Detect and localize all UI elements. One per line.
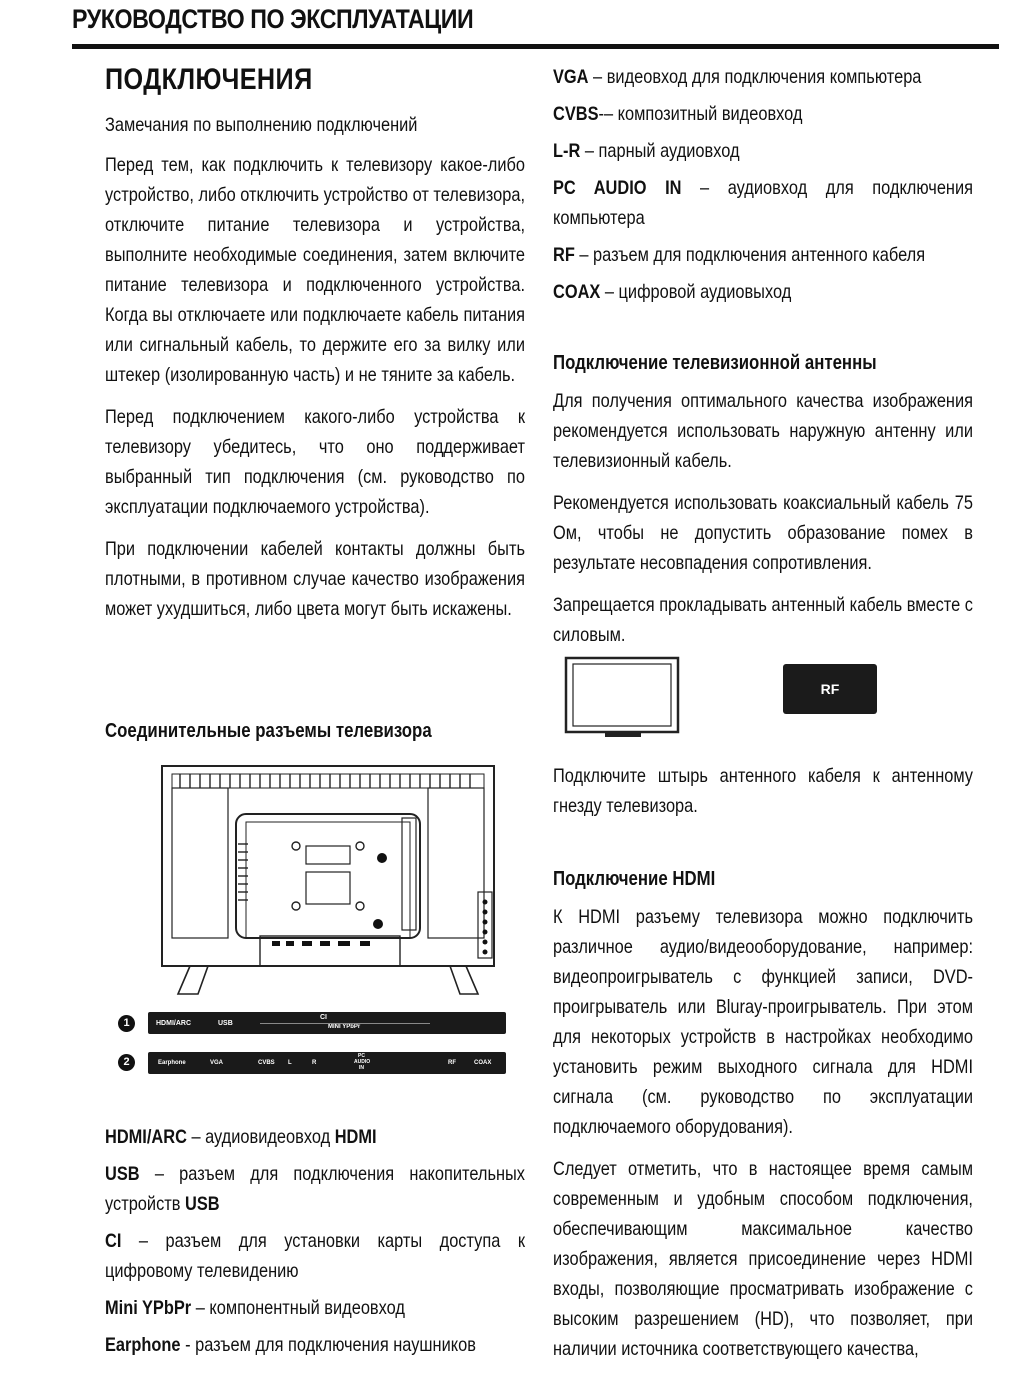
port-label-usb: USB: [218, 1020, 233, 1027]
port-label-ci: CI: [320, 1014, 327, 1021]
definition-text: – аудиовход для подключения компьютера: [553, 177, 973, 229]
definition-term: PC AUDIO IN: [553, 177, 682, 199]
hdmi-section: [553, 866, 973, 1376]
rf-connector-icon: RF: [783, 664, 877, 714]
right-column: [553, 62, 973, 314]
antenna-paragraph-3: Запрещается прокладывать антенный кабель вместе с силовым.: [553, 594, 973, 646]
definition-term: HDMI/ARC: [105, 1126, 187, 1148]
antenna-section: [553, 350, 973, 662]
section-title: ПОДКЛЮЧЕНИЯ: [105, 63, 313, 96]
antenna-paragraph-1: Для получения оптимального качества изображения рекомендуется использовать наружную антенну или телевизионный кабель.: [553, 390, 973, 472]
port-label-mini-ypbpr: MINI YPbPr: [328, 1024, 361, 1030]
port-label-in: IN: [359, 1065, 364, 1071]
port-label-cvbs: CVBS: [258, 1060, 275, 1066]
tv-back-panel-diagram: [150, 760, 502, 1000]
port-label-coax: COAX: [474, 1060, 492, 1066]
definition-item: [553, 62, 973, 92]
definition-text: – компонентный видеовход: [191, 1297, 405, 1319]
port-label-rf: RF: [448, 1060, 456, 1066]
hdmi-paragraph-2: Следует отметить, что в настоящее время самым современным и удобным способом подключения, обеспечивающим максимальное качество изображения, является присоединение через HDMI входы, позволяющие просматривать изображение с высоким разрешением (HD), что позволяет, при наличии источника соответствующего качества,: [553, 1158, 973, 1360]
hdmi-paragraph-1: К HDMI разъему телевизора можно подключить различное аудио/видеооборудование, например: видеопроигрыватель с функцией записи, DVD-проигрыватель или Bluray-проигрыватель. При этом для некоторых устройств в настройках необходимо установить режим выходного сигнала для HDMI сигнала (см. руководство по эксплуатации подключаемого оборудования).: [553, 906, 973, 1138]
antenna-heading: Подключение телевизионной антенны: [553, 352, 877, 374]
antenna-paragraph-4: Подключите штырь антенного кабеля к антенному гнезду телевизора.: [553, 765, 973, 817]
port-label-pc: PC: [358, 1053, 365, 1059]
connectors-heading-wrap: [105, 718, 525, 744]
paragraph-3: При подключении кабелей контакты должны быть плотными, в противном случае качество изображения может ухудшиться, либо цвета могут быть искажены.: [105, 538, 525, 620]
hdmi-heading: Подключение HDMI: [553, 868, 716, 890]
definition-text: - разъем для подключения наушников: [180, 1334, 476, 1356]
definition-term: L-R: [553, 140, 581, 162]
port-panel-1: [148, 1012, 506, 1034]
port-label-r: R: [312, 1060, 317, 1066]
notes-heading: Замечания по выполнению подключений: [105, 114, 418, 136]
left-definitions: [105, 1122, 525, 1367]
definition-term-suffix: HDMI: [334, 1126, 377, 1148]
port-panel-2-badge: 2: [118, 1054, 135, 1071]
definition-term: CI: [105, 1230, 122, 1252]
definition-term-suffix: USB: [185, 1193, 220, 1215]
definition-item: [553, 277, 973, 307]
definition-term: Earphone: [105, 1334, 181, 1356]
port-panel-2: [148, 1052, 506, 1074]
definition-term: CVBS: [553, 103, 599, 125]
definition-text: – аудиовидеовход: [186, 1126, 335, 1148]
port-label-vga: VGA: [210, 1060, 224, 1066]
antenna-paragraph-2: Рекомендуется использовать коаксиальный кабель 75 Ом, чтобы не допустить образование помех в результате несовпадения сопротивления.: [553, 492, 973, 574]
definition-term: COAX: [553, 281, 601, 303]
definition-term: VGA: [553, 66, 589, 88]
definition-text: – разъем для подключения накопительных устройств: [105, 1163, 525, 1215]
definition-item: [105, 1330, 525, 1360]
definition-item: [105, 1159, 525, 1219]
connectors-heading: Соединительные разъемы телевизора: [105, 720, 432, 742]
definition-text: – разъем для установки карты доступа к цифровому телевидению: [105, 1230, 525, 1282]
left-column: [105, 62, 525, 636]
page-header-title: РУКОВОДСТВО ПО ЭКСПЛУАТАЦИИ: [72, 4, 474, 34]
tv-icon: [563, 654, 683, 744]
definition-item: [105, 1226, 525, 1286]
definition-item: [105, 1293, 525, 1323]
port-label-l: L: [288, 1060, 292, 1066]
strip-divider: [260, 1023, 430, 1024]
definition-item: [105, 1122, 525, 1152]
definition-text: – цифровой аудиовыход: [600, 281, 792, 303]
definition-text: -– композитный видеовход: [598, 103, 803, 125]
port-label-audio: AUDIO: [354, 1059, 371, 1065]
port-panel-1-badge: 1: [118, 1015, 135, 1032]
definition-item: [553, 136, 973, 166]
definition-term: Mini YPbPr: [105, 1297, 192, 1319]
definition-item: [553, 240, 973, 270]
definition-item: [553, 99, 973, 129]
definition-term: RF: [553, 244, 575, 266]
header-rule: [72, 44, 999, 49]
definition-text: – видеовход для подключения компьютера: [588, 66, 922, 88]
paragraph-1: Перед тем, как подключить к телевизору какое-либо устройство, либо отключить устройство от телевизора, отключите питание телевизора и устройства, выполните необходимые соединения, затем включите питание телевизора и подключенного устройства. Когда вы отключаете или подключаете кабель питания или сигнальный кабель, то держите его за вилку или штекер (изолированную часть) и не тяните за кабель.: [105, 154, 525, 386]
port-label-earphone: Earphone: [158, 1060, 186, 1066]
paragraph-2: Перед подключением какого-либо устройства к телевизору убедитесь, что оно поддерживает выбранный тип подключения (см. руководство по эксплуатации подключаемого устройства).: [105, 406, 525, 518]
antenna-instruction: [553, 761, 973, 833]
port-label-hdmi-arc: HDMI/ARC: [156, 1020, 191, 1027]
definition-term: USB: [105, 1163, 140, 1185]
definition-text: – разъем для подключения антенного кабеля: [574, 244, 926, 266]
definition-text: – парный аудиовход: [580, 140, 740, 162]
definition-item: [553, 173, 973, 233]
